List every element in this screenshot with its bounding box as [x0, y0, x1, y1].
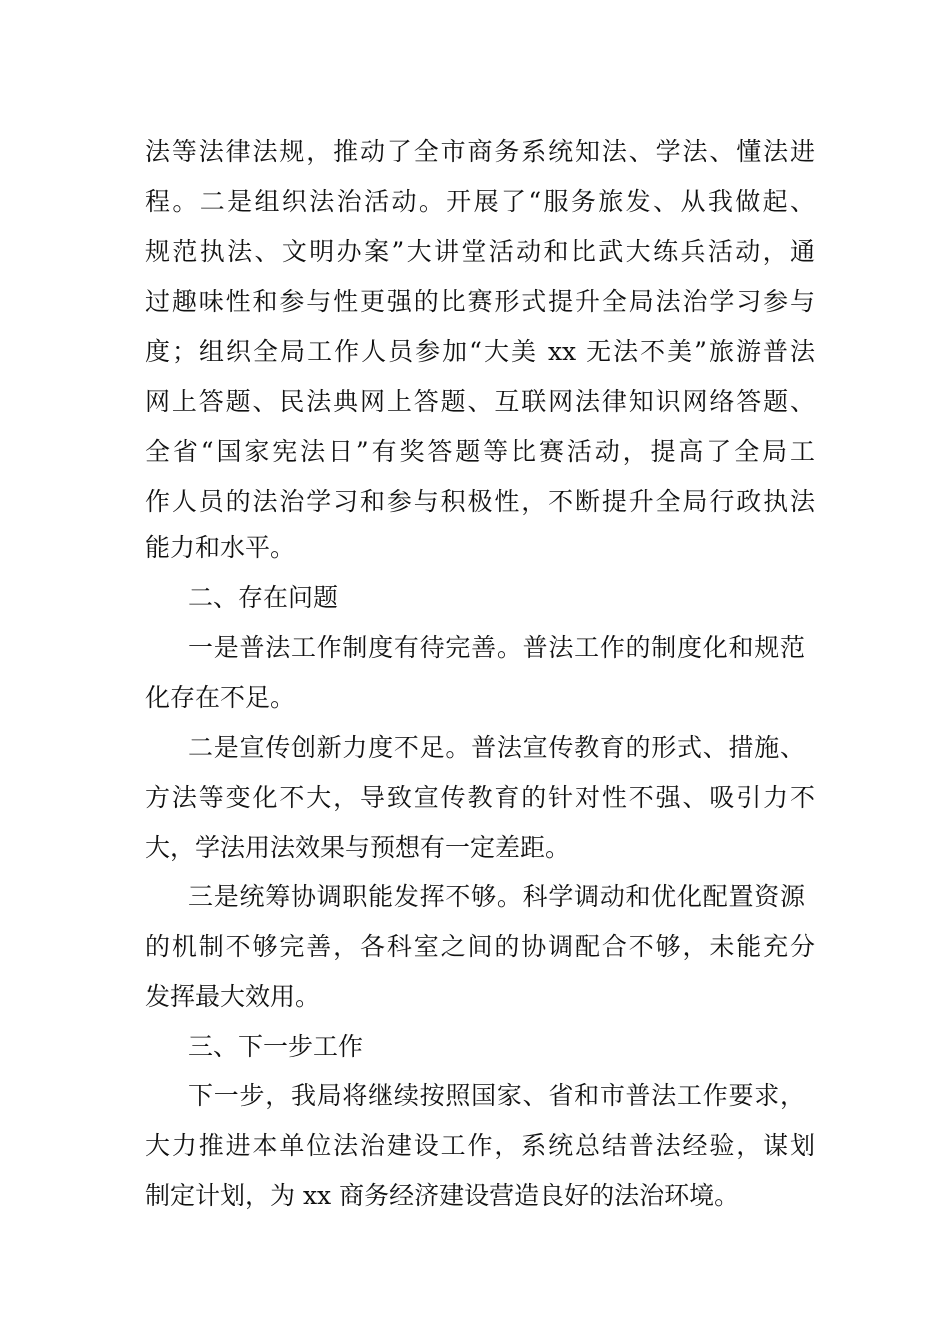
- paragraph-line: 全省“国家宪法日”有奖答题等比赛活动，提高了全局工: [145, 437, 815, 466]
- paragraph-line: 三是统筹协调职能发挥不够。科学调动和优化配置资源: [188, 882, 805, 911]
- section-heading-next-steps: 三、下一步工作: [188, 1032, 364, 1061]
- paragraph-line: 程。二是组织法治活动。开展了“服务旅发、从我做起、: [145, 187, 815, 216]
- section-heading-issues: 二、存在问题: [188, 583, 339, 612]
- paragraph-line: 的机制不够完善，各科室之间的协调配合不够，未能充分: [145, 932, 815, 961]
- paragraph-line: 发挥最大效用。: [145, 982, 321, 1011]
- paragraph-line: 制定计划，为 xx 商务经济建设营造良好的法治环境。: [145, 1181, 740, 1210]
- paragraph-line: 一是普法工作制度有待完善。普法工作的制度化和规范: [188, 633, 805, 662]
- paragraph-line: 度；组织全局工作人员参加“大美 xx 无法不美”旅游普法: [145, 337, 815, 366]
- paragraph-line: 规范执法、文明办案”大讲堂活动和比武大练兵活动，通: [145, 237, 815, 266]
- paragraph-line: 下一步，我局将继续按照国家、省和市普法工作要求，: [188, 1081, 805, 1110]
- paragraph-line: 化存在不足。: [145, 683, 296, 712]
- paragraph-line: 作人员的法治学习和参与积极性，不断提升全局行政执法: [145, 487, 815, 516]
- paragraph-line: 网上答题、民法典网上答题、互联网法律知识网络答题、: [145, 387, 815, 416]
- paragraph-line: 法等法律法规，推动了全市商务系统知法、学法、懂法进: [145, 137, 815, 166]
- paragraph-line: 大，学法用法效果与预想有一定差距。: [145, 833, 571, 862]
- paragraph-line: 能力和水平。: [145, 533, 296, 562]
- paragraph-line: 大力推进本单位法治建设工作，系统总结普法经验，谋划: [145, 1131, 815, 1160]
- paragraph-line: 二是宣传创新力度不足。普法宣传教育的形式、措施、: [188, 733, 805, 762]
- paragraph-line: 过趣味性和参与性更强的比赛形式提升全局法治学习参与: [145, 287, 815, 316]
- paragraph-line: 方法等变化不大，导致宣传教育的针对性不强、吸引力不: [145, 783, 815, 812]
